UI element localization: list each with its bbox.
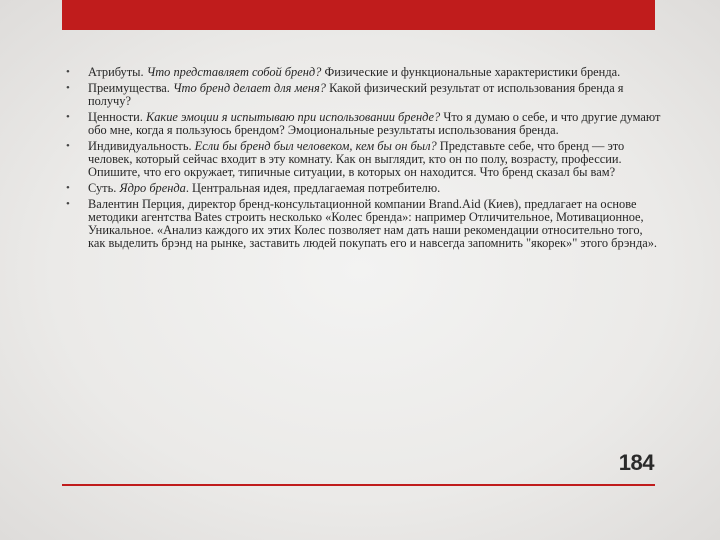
bullet-lead: Индивидуальность.: [88, 139, 195, 153]
bullet-item-personality: [66, 140, 662, 179]
bullet-icon: •: [66, 198, 70, 210]
bottom-accent-line: [62, 484, 655, 486]
bullet-text: Какой физический результат от использования бренда я получу?: [88, 81, 624, 108]
slide-content: [66, 66, 662, 253]
bullet-text: Что я думаю о себе, и что другие думают обо мне, когда я пользуюсь брендом? Эмоциональные результаты использования бренда.: [88, 110, 661, 137]
bullet-icon: •: [66, 82, 70, 94]
bullet-icon: •: [66, 66, 70, 78]
bullet-item-benefits: [66, 82, 662, 108]
bullet-icon: •: [66, 182, 70, 194]
bullet-list: [66, 66, 662, 250]
bullet-lead: Валентин Перция, директор бренд-консультационной компании Brand.Aid (Киев), предлагает на основе методики агентства Bates строить несколько «Колес бренда»: например Отличительное, Мотивационное, Уникальное. «Анализ каждого их этих Колес позволяет нам дать наши рекомендации относительно того, как выделить брэнд на рынке, заставить людей покупать его и навсегда запомнить "якорек»" этого брэнда».: [88, 197, 658, 250]
bullet-lead: Суть.: [88, 181, 120, 195]
bullet-item-values: [66, 111, 662, 137]
top-accent-bar: [62, 0, 655, 30]
bullet-question: Если бы бренд был человеком, кем бы он был?: [194, 139, 437, 153]
bullet-lead: Преимущества.: [88, 81, 173, 95]
bullet-question: Что представляет собой бренд?: [146, 65, 322, 79]
bullet-question: Какие эмоции я испытываю при использовании бренде?: [145, 110, 441, 124]
bullet-lead: Атрибуты.: [88, 65, 147, 79]
page-number: 184: [618, 450, 654, 475]
bullet-icon: •: [66, 140, 70, 152]
bullet-item-attributes: [66, 66, 662, 79]
bullet-icon: •: [66, 111, 70, 123]
bullet-item-essence: [66, 182, 662, 195]
bullet-lead: Ценности.: [88, 110, 146, 124]
bullet-text: Физические и функциональные характеристики бренда.: [321, 65, 621, 79]
bullet-text: Представьте себе, что бренд — это человек, который сейчас входит в эту комнату. Как он выглядит, кто он по полу, возрасту, профессии. Опишите, что его окружает, типичные ситуации, в которых он находится. Что бренд сказал бы вам?: [88, 139, 625, 179]
bullet-question: Что бренд делает для меня?: [172, 81, 326, 95]
bullet-item-brand-wheels: [66, 198, 662, 250]
bullet-text: . Центральная идея, предлагаемая потребителю.: [185, 181, 441, 195]
bullet-question: Ядро бренда: [119, 181, 186, 195]
